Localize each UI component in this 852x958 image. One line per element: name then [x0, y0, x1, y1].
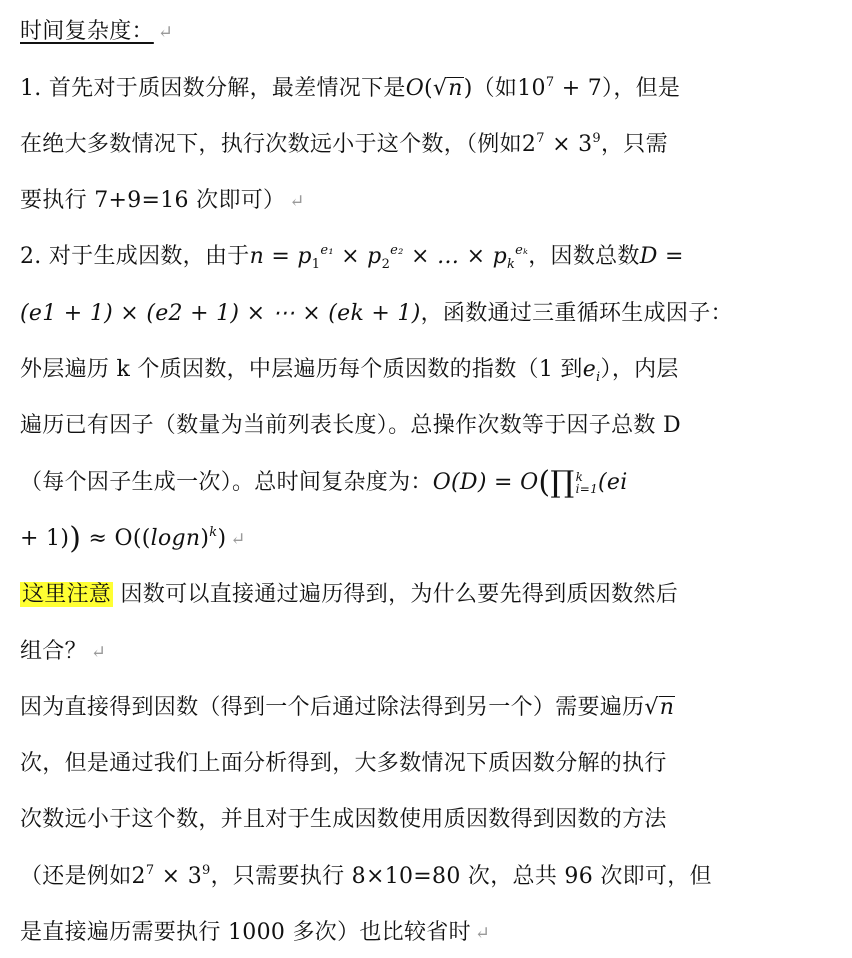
note-line-1 — [20, 575, 678, 615]
math-run: + 1) — [20, 526, 70, 551]
text-run: 因为直接得到因数（得到一个后通过除法得到另一个）需要遍历 — [20, 695, 645, 720]
paragraph-mark-icon: ↵ — [230, 529, 246, 550]
text-run: × 3 — [154, 864, 203, 889]
product-limits — [576, 471, 598, 495]
text-run: （还是例如2 — [20, 864, 146, 889]
text-run: ，函数通过三重循环生成因子： — [420, 301, 733, 326]
p3-line-3 — [20, 800, 667, 840]
text-run: （每个因子生成一次）。总时间复杂度为： — [20, 470, 433, 495]
text-run: + 7），但是 — [554, 76, 681, 101]
text-run: 外层遍历 k 个质因数，中层遍历每个质因数的指数（1 到 — [20, 357, 583, 382]
p2-line-1 — [20, 237, 684, 277]
math-run: O — [405, 76, 425, 101]
math-run: ) — [200, 526, 210, 551]
text-run: 遍历已有因子（数量为当前列表长度）。总操作次数等于因子总数 D — [20, 413, 681, 438]
superscript: 7 — [145, 863, 155, 878]
upper-limit: k — [575, 470, 584, 484]
superscript: 7 — [536, 131, 545, 146]
p3-line-4 — [20, 857, 712, 897]
text-run: 2. 对于生成因数，由于 — [20, 244, 250, 269]
p1-line-2 — [20, 125, 668, 165]
text-run: ，因数总数 — [528, 244, 640, 269]
math-run: (e1 + 1) × (e2 + 1) × ⋯ × (ek + 1) — [20, 301, 421, 326]
p2-line-3 — [20, 350, 679, 390]
superscript: eₖ — [515, 243, 529, 258]
highlighted-note: 这里注意 — [22, 582, 112, 607]
p2-line-5: （每个因子生成一次）。总时间复杂度为：O(D) = O(∏k i=1(ei — [20, 465, 628, 500]
text-run: 1. 首先对于质因数分解，最差情况下是 — [20, 76, 406, 101]
math-run: ) — [217, 526, 227, 551]
superscript: 9 — [592, 131, 601, 146]
p3-line-5 — [20, 913, 490, 953]
text-run: 因数可以直接通过遍历得到，为什么要先得到质因数然后 — [113, 582, 678, 607]
text-run: 是直接遍历需要执行 1000 多次）也比较省时 — [20, 920, 471, 945]
superscript: 9 — [202, 863, 211, 878]
subscript: k — [506, 257, 516, 272]
math-run: D = — [639, 244, 684, 269]
superscript: e₂ — [390, 243, 404, 258]
subscript: 2 — [381, 257, 391, 272]
math-run: O(D) = O — [432, 470, 539, 495]
paragraph-mark-icon: ↵ — [474, 923, 491, 944]
text-run: 在绝大多数情况下，执行次数远小于这个数，（例如2 — [20, 132, 537, 157]
heading-text: 时间复杂度： — [20, 19, 154, 44]
product-symbol: ∏ — [550, 465, 575, 500]
paragraph-mark-icon: ↵ — [90, 642, 107, 663]
math-run: × … × p — [403, 244, 507, 269]
p3-line-1 — [20, 688, 675, 728]
math-run: n — [659, 695, 675, 720]
math-run: e — [582, 357, 597, 382]
p2-line-2 — [20, 294, 733, 334]
text-run: ），内层 — [600, 357, 679, 382]
text-run: （如10 — [472, 76, 546, 101]
subscript: 1 — [311, 257, 321, 272]
sqrt-symbol: √n — [432, 76, 463, 101]
math-run: n — [448, 76, 463, 101]
p2-line-6: + $1)) \approx O((\log n)^k)$ ↵ — [20, 521, 246, 556]
note-line-2 — [20, 632, 106, 672]
math-run: logn — [150, 526, 201, 551]
paragraph-mark-icon: ↵ — [157, 22, 174, 43]
math-run: (ei — [598, 470, 628, 495]
p1-line-1: 1. 首先对于质因数分解，最差情况下是O(√n)（如$10^7 + 7$），但是 — [20, 69, 680, 109]
text-run: 次数远小于这个数，并且对于生成因数使用质因数得到因数的方法 — [20, 807, 667, 832]
math-run: × p — [333, 244, 382, 269]
text-run: ，只需要执行 8×10=80 次，总共 96 次即可，但 — [210, 864, 712, 889]
lower-limit: i=1 — [575, 482, 599, 496]
section-heading — [20, 12, 173, 52]
superscript: 7 — [545, 75, 555, 90]
text-run: 次，但是通过我们上面分析得到，大多数情况下质因数分解的执行 — [20, 751, 667, 776]
p2-line-4 — [20, 406, 681, 446]
text-run: ，只需 — [600, 132, 668, 157]
text-run: × 3 — [544, 132, 593, 157]
subscript: i — [596, 370, 601, 385]
text-run: 组合？ — [20, 639, 87, 664]
superscript: k — [209, 525, 218, 540]
p3-line-2 — [20, 744, 667, 784]
p1-line-3 — [20, 181, 305, 221]
superscript: e₁ — [320, 243, 334, 258]
paragraph-mark-icon: ↵ — [289, 191, 305, 212]
math-run: n = p — [249, 244, 312, 269]
sqrt-symbol: √n — [644, 695, 675, 720]
math-run: ≈ O(( — [81, 526, 151, 551]
text-run: 要执行 7+9=16 次即可） — [20, 188, 286, 213]
